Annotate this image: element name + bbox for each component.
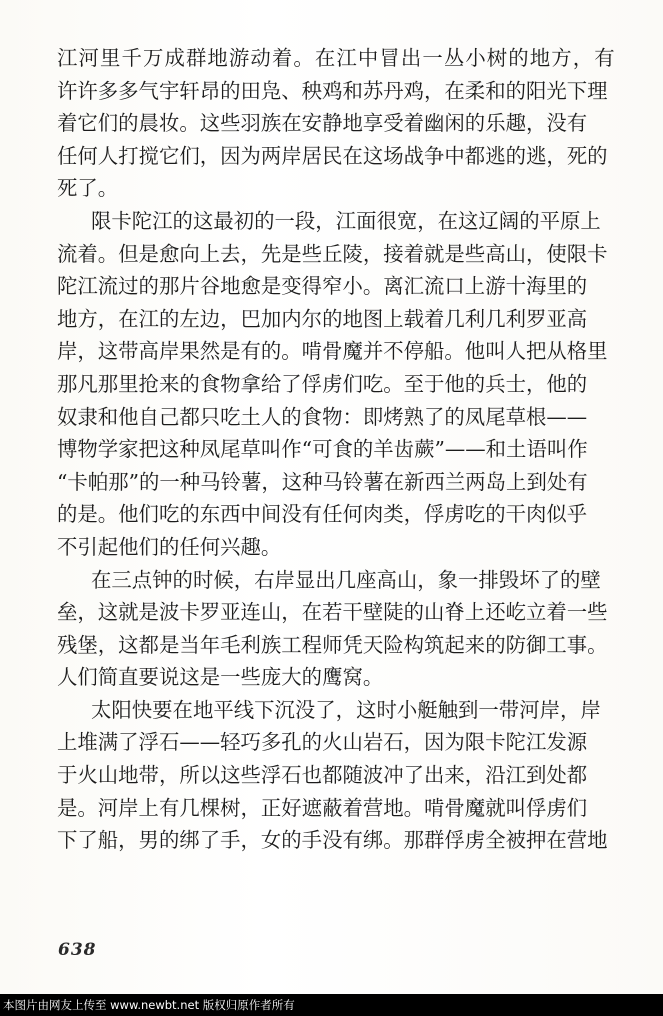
watermark-footer-bar <box>0 994 663 1016</box>
text-line: 是。河岸上有几棵树，正好遮蔽着营地。啃骨魔就叫俘虏们 <box>57 795 588 820</box>
text-line: 的是。他们吃的东西中间没有任何肉类，俘虏吃的干肉似乎 <box>57 502 588 527</box>
text-line: 陀江流过的那片谷地愈是变得窄小。离汇流口上游十海里的 <box>57 274 588 299</box>
text-line: 博物学家把这种凤尾草叫作“可食的羊齿蕨”——和土语叫作 <box>57 437 588 462</box>
text-line: 死了。 <box>57 176 119 201</box>
text-line: 上堆满了浮石——轻巧多孔的火山岩石，因为限卡陀江发源 <box>57 730 588 755</box>
text-line: 下了船，男的绑了手，女的手没有绑。那群俘虏全被押在营地 <box>57 828 608 853</box>
text-line: 于火山地带，所以这些浮石也都随波冲了出来，沿江到处都 <box>57 763 588 788</box>
text-line: 地方，在江的左边，巴加内尔的地图上载着几利几利罗亚高 <box>57 306 588 331</box>
page-number: 638 <box>58 940 97 960</box>
paragraph-start-line: 在三点钟的时候，右岸显出几座高山，象一排毁坏了的壁 <box>91 567 601 592</box>
text-line: “卡帕那”的一种马铃薯，这种马铃薯在新西兰两岛上到处有 <box>57 469 588 494</box>
text-line: 着它们的晨妆。这些羽族在安静地享受着幽闲的乐趣，没有 <box>57 111 588 136</box>
paragraph-start-line: 限卡陀江的这最初的一段，江面很宽，在这辽阔的平原上 <box>91 208 601 233</box>
text-line: 任何人打搅它们，因为两岸居民在这场战争中都逃的逃，死的 <box>57 143 608 168</box>
text-line: 江河里千万成群地游动着。在江中冒出一丛小树的地方，有 <box>57 46 616 70</box>
body-text <box>57 42 633 857</box>
paragraph-start-line: 太阳快要在地平线下沉没了，这时小艇触到一带河岸，岸 <box>91 697 601 722</box>
text-line: 岸，这带高岸果然是有的。啃骨魔并不停船。他叫人把从格里 <box>57 339 608 364</box>
text-line: 垒，这就是波卡罗亚连山，在若干壁陡的山脊上还屹立着一些 <box>57 600 608 625</box>
watermark-footer-text: 本图片由网友上传至 www.newbt.net 版权归原作者所有 <box>3 998 295 1012</box>
text-line: 许许多多气宇轩昂的田凫、秧鸡和苏丹鸡，在柔和的阳光下理 <box>57 78 608 103</box>
text-line: 残堡，这都是当年毛利族工程师凭天险构筑起来的防御工事。 <box>57 632 608 657</box>
text-line: 流着。但是愈向上去，先是些丘陵，接着就是些高山，使限卡 <box>57 241 608 266</box>
text-line: 不引起他们的任何兴趣。 <box>57 534 282 559</box>
text-line: 奴隶和他自己都只吃土人的食物：即烤熟了的凤尾草根—— <box>57 404 588 429</box>
text-line: 人们简直要说这是一些庞大的鹰窝。 <box>57 665 384 690</box>
text-line: 那凡那里抢来的食物拿给了俘虏们吃。至于他的兵士，他的 <box>57 371 588 396</box>
